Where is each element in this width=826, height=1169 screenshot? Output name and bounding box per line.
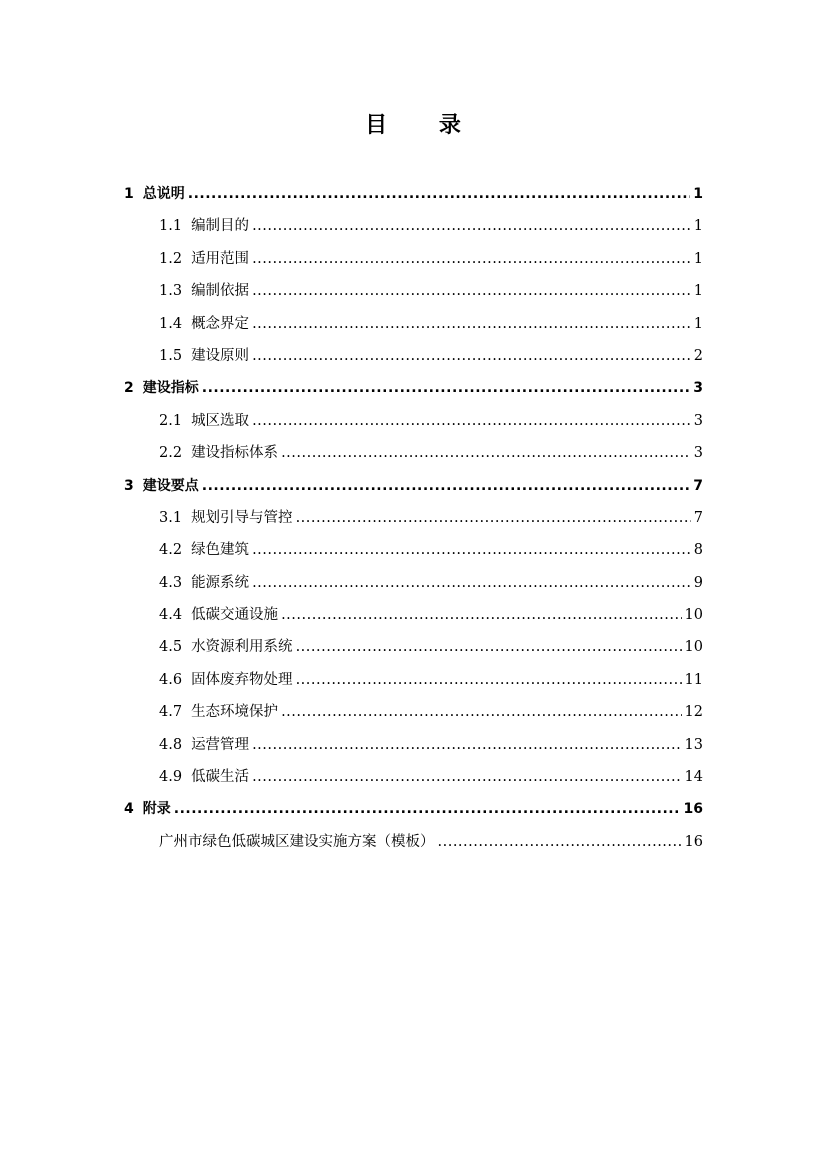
toc-entry-number: 4.3 bbox=[159, 574, 183, 591]
toc-section-entry[interactable] bbox=[124, 506, 703, 538]
toc-entry-number: 4.7 bbox=[159, 704, 183, 721]
toc-dot-leader bbox=[296, 506, 691, 530]
toc-entry-title: 低碳交通设施 bbox=[191, 607, 279, 624]
toc-section-entry[interactable] bbox=[124, 603, 703, 635]
toc-entry-number: 4.9 bbox=[159, 769, 183, 786]
toc-chapter-entry[interactable] bbox=[124, 182, 703, 214]
page-title: 目 录 bbox=[365, 113, 483, 138]
toc-entry-title: 总说明 bbox=[142, 186, 185, 202]
toc-dot-leader bbox=[252, 344, 691, 368]
toc-page-number: 7 bbox=[693, 509, 703, 526]
toc-page-number: 1 bbox=[693, 250, 703, 267]
toc-section-entry[interactable] bbox=[124, 668, 703, 700]
toc-dot-leader bbox=[252, 214, 691, 238]
toc-page-number: 16 bbox=[683, 801, 703, 818]
toc-page-number: 3 bbox=[693, 380, 703, 397]
toc-entry-number: 2.2 bbox=[159, 445, 183, 462]
toc-entry-number: 1 bbox=[124, 186, 134, 202]
toc-entry-number: 3 bbox=[124, 477, 134, 494]
toc-dot-leader bbox=[202, 474, 691, 498]
toc-entry-title: 生态环境保护 bbox=[191, 704, 279, 721]
toc-page-number: 7 bbox=[693, 477, 703, 494]
toc-section-entry[interactable] bbox=[124, 247, 703, 279]
toc-section-entry[interactable] bbox=[124, 441, 703, 473]
toc-entry-title: 适用范围 bbox=[191, 250, 250, 267]
toc-dot-leader bbox=[281, 603, 681, 627]
toc-entry-number: 4.4 bbox=[159, 607, 183, 624]
toc-entry-number: 1.1 bbox=[159, 218, 183, 235]
toc-entry-title: 能源系统 bbox=[191, 574, 250, 591]
toc-page-number: 1 bbox=[693, 315, 703, 332]
toc-dot-leader bbox=[174, 797, 681, 821]
toc-page-number: 14 bbox=[684, 769, 703, 786]
toc-entry-title: 规划引导与管控 bbox=[191, 509, 293, 526]
toc-entry-title: 水资源利用系统 bbox=[191, 639, 293, 656]
toc-entry-title: 广州市绿色低碳城区建设实施方案（模板） bbox=[159, 833, 435, 850]
toc-entry-title: 建设指标 bbox=[142, 380, 199, 397]
toc-entry-title: 编制依据 bbox=[191, 283, 250, 300]
toc-page-number: 13 bbox=[684, 736, 703, 753]
toc-entry-title: 编制目的 bbox=[191, 218, 250, 235]
toc-page-number: 9 bbox=[693, 574, 703, 591]
toc-entry-title: 运营管理 bbox=[191, 736, 250, 753]
toc-page-number: 8 bbox=[693, 542, 703, 559]
toc-dot-leader bbox=[296, 635, 682, 659]
toc-page-number: 3 bbox=[693, 412, 703, 429]
toc-entry-number: 4.2 bbox=[159, 542, 183, 559]
toc-dot-leader bbox=[202, 376, 691, 400]
toc-entry-number: 2 bbox=[124, 380, 134, 397]
toc-dot-leader bbox=[252, 733, 681, 757]
toc-section-entry[interactable] bbox=[124, 635, 703, 667]
toc-entry-title: 概念界定 bbox=[191, 315, 250, 332]
toc-section-entry[interactable] bbox=[124, 312, 703, 344]
toc-section-entry[interactable] bbox=[124, 571, 703, 603]
toc-dot-leader bbox=[252, 765, 681, 789]
toc-page-number: 3 bbox=[693, 445, 703, 462]
toc-chapter-entry[interactable] bbox=[124, 797, 703, 829]
toc-dot-leader bbox=[252, 279, 691, 303]
toc-section-entry[interactable] bbox=[124, 214, 703, 246]
toc-section-entry[interactable] bbox=[124, 765, 703, 797]
toc-dot-leader bbox=[252, 409, 691, 433]
toc-dot-leader bbox=[438, 830, 682, 854]
toc-section-entry[interactable] bbox=[124, 733, 703, 765]
toc-entry-number: 4.8 bbox=[159, 736, 183, 753]
toc-entry-number: 4.6 bbox=[159, 671, 183, 688]
toc-section-entry[interactable] bbox=[124, 344, 703, 376]
toc-section-entry[interactable] bbox=[124, 830, 703, 862]
toc-entry-number: 1.2 bbox=[159, 250, 183, 267]
toc-dot-leader bbox=[252, 538, 691, 562]
toc-entry-title: 城区选取 bbox=[191, 412, 250, 429]
toc-entry-number: 1.3 bbox=[159, 283, 183, 300]
toc-chapter-entry[interactable] bbox=[124, 474, 703, 506]
toc-dot-leader bbox=[281, 441, 691, 465]
toc-dot-leader bbox=[252, 247, 691, 271]
toc-page-number: 16 bbox=[684, 833, 703, 850]
toc-page-number: 10 bbox=[684, 607, 703, 624]
toc-entry-number: 1.5 bbox=[159, 347, 183, 364]
toc-section-entry[interactable] bbox=[124, 700, 703, 732]
toc-section-entry[interactable] bbox=[124, 279, 703, 311]
toc-page-number: 10 bbox=[684, 639, 703, 656]
toc-entry-number: 4.5 bbox=[159, 639, 183, 656]
toc-dot-leader bbox=[296, 668, 682, 692]
toc-page-number: 1 bbox=[693, 283, 703, 300]
toc-page-number: 12 bbox=[684, 704, 703, 721]
toc-page-number: 2 bbox=[693, 347, 703, 364]
toc-dot-leader bbox=[252, 312, 691, 336]
toc-entry-title: 固体废弃物处理 bbox=[191, 671, 293, 688]
toc-entry-title: 建设原则 bbox=[191, 347, 250, 364]
toc-entry-title: 附录 bbox=[142, 801, 171, 818]
toc-entry-number: 2.1 bbox=[159, 412, 183, 429]
toc-entry-number: 3.1 bbox=[159, 509, 183, 526]
toc-entry-title: 绿色建筑 bbox=[191, 542, 250, 559]
toc-dot-leader bbox=[188, 182, 691, 206]
toc-page-number: 1 bbox=[693, 186, 703, 202]
table-of-contents bbox=[124, 182, 703, 862]
toc-page-number: 11 bbox=[684, 671, 703, 688]
toc-chapter-entry[interactable] bbox=[124, 376, 703, 408]
toc-entry-number: 4 bbox=[124, 801, 134, 818]
toc-entry-number: 1.4 bbox=[159, 315, 183, 332]
toc-entry-title: 建设要点 bbox=[142, 477, 199, 494]
toc-section-entry[interactable] bbox=[124, 409, 703, 441]
toc-dot-leader bbox=[252, 571, 691, 595]
toc-section-entry[interactable] bbox=[124, 538, 703, 570]
toc-entry-title: 建设指标体系 bbox=[191, 445, 279, 462]
toc-dot-leader bbox=[281, 700, 681, 724]
toc-page-number: 1 bbox=[693, 218, 703, 235]
toc-entry-title: 低碳生活 bbox=[191, 769, 250, 786]
